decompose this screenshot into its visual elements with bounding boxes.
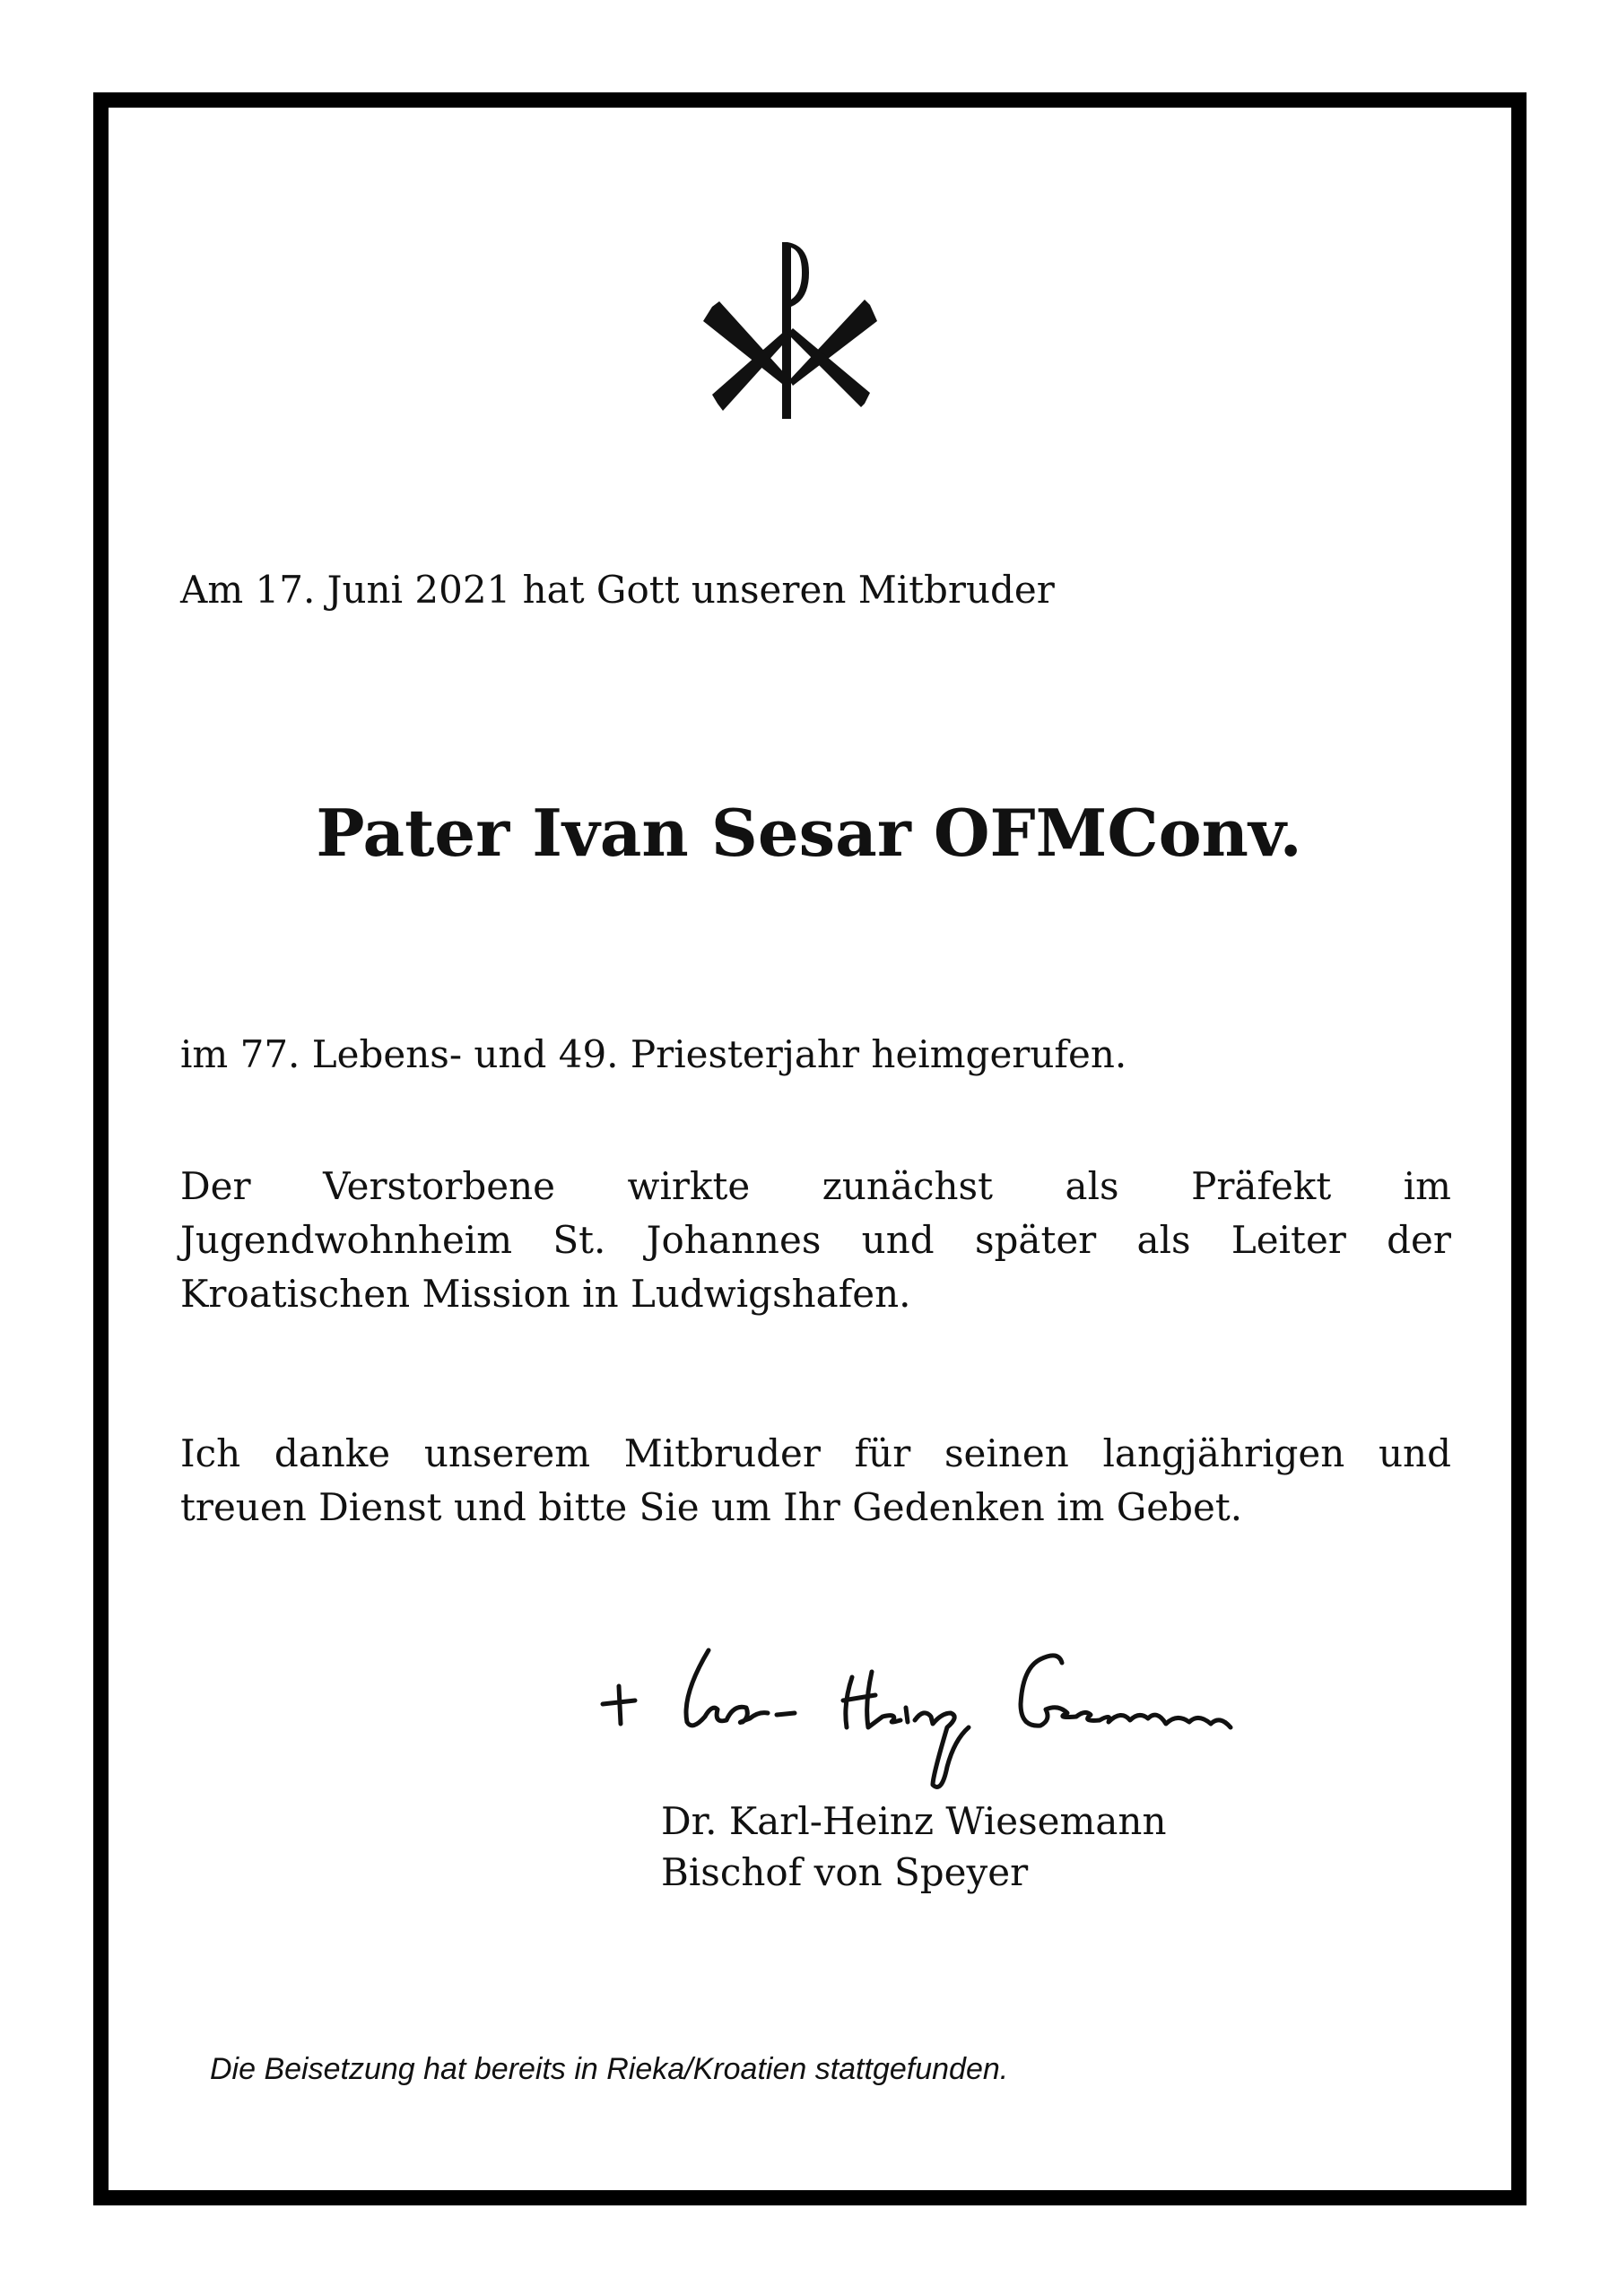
paragraph-thanks xyxy=(180,1427,1451,1535)
intro-text: Am 17. Juni 2021 hat Gott unseren Mitbruder xyxy=(180,568,1055,612)
paragraph-ministry xyxy=(180,1160,1451,1321)
paragraph-line: Kroatischen Mission in Ludwigshafen. xyxy=(180,1272,911,1316)
paragraph-line: Jugendwohnheim St. Johannes und später als Leiter der xyxy=(180,1218,1451,1262)
deceased-name: Pater Ivan Sesar OFMConv. xyxy=(316,795,1302,871)
age-line: im 77. Lebens- und 49. Priesterjahr heimgerufen. xyxy=(180,1032,1127,1076)
handwritten-signature xyxy=(592,1641,1363,1794)
chi-rho-icon xyxy=(700,235,883,425)
signatory-title: Bischof von Speyer xyxy=(661,1850,1029,1894)
paragraph-line: Ich danke unserem Mitbruder für seinen langjährigen und xyxy=(180,1431,1451,1475)
burial-note: Die Beisetzung hat bereits in Rieka/Kroatien stattgefunden. xyxy=(210,2052,1009,2086)
paragraph-line: treuen Dienst und bitte Sie um Ihr Gedenken im Gebet. xyxy=(180,1485,1243,1529)
signatory-name: Dr. Karl-Heinz Wiesemann xyxy=(661,1799,1167,1843)
paragraph-line: Der Verstorbene wirkte zunächst als Präfekt im xyxy=(180,1164,1451,1208)
